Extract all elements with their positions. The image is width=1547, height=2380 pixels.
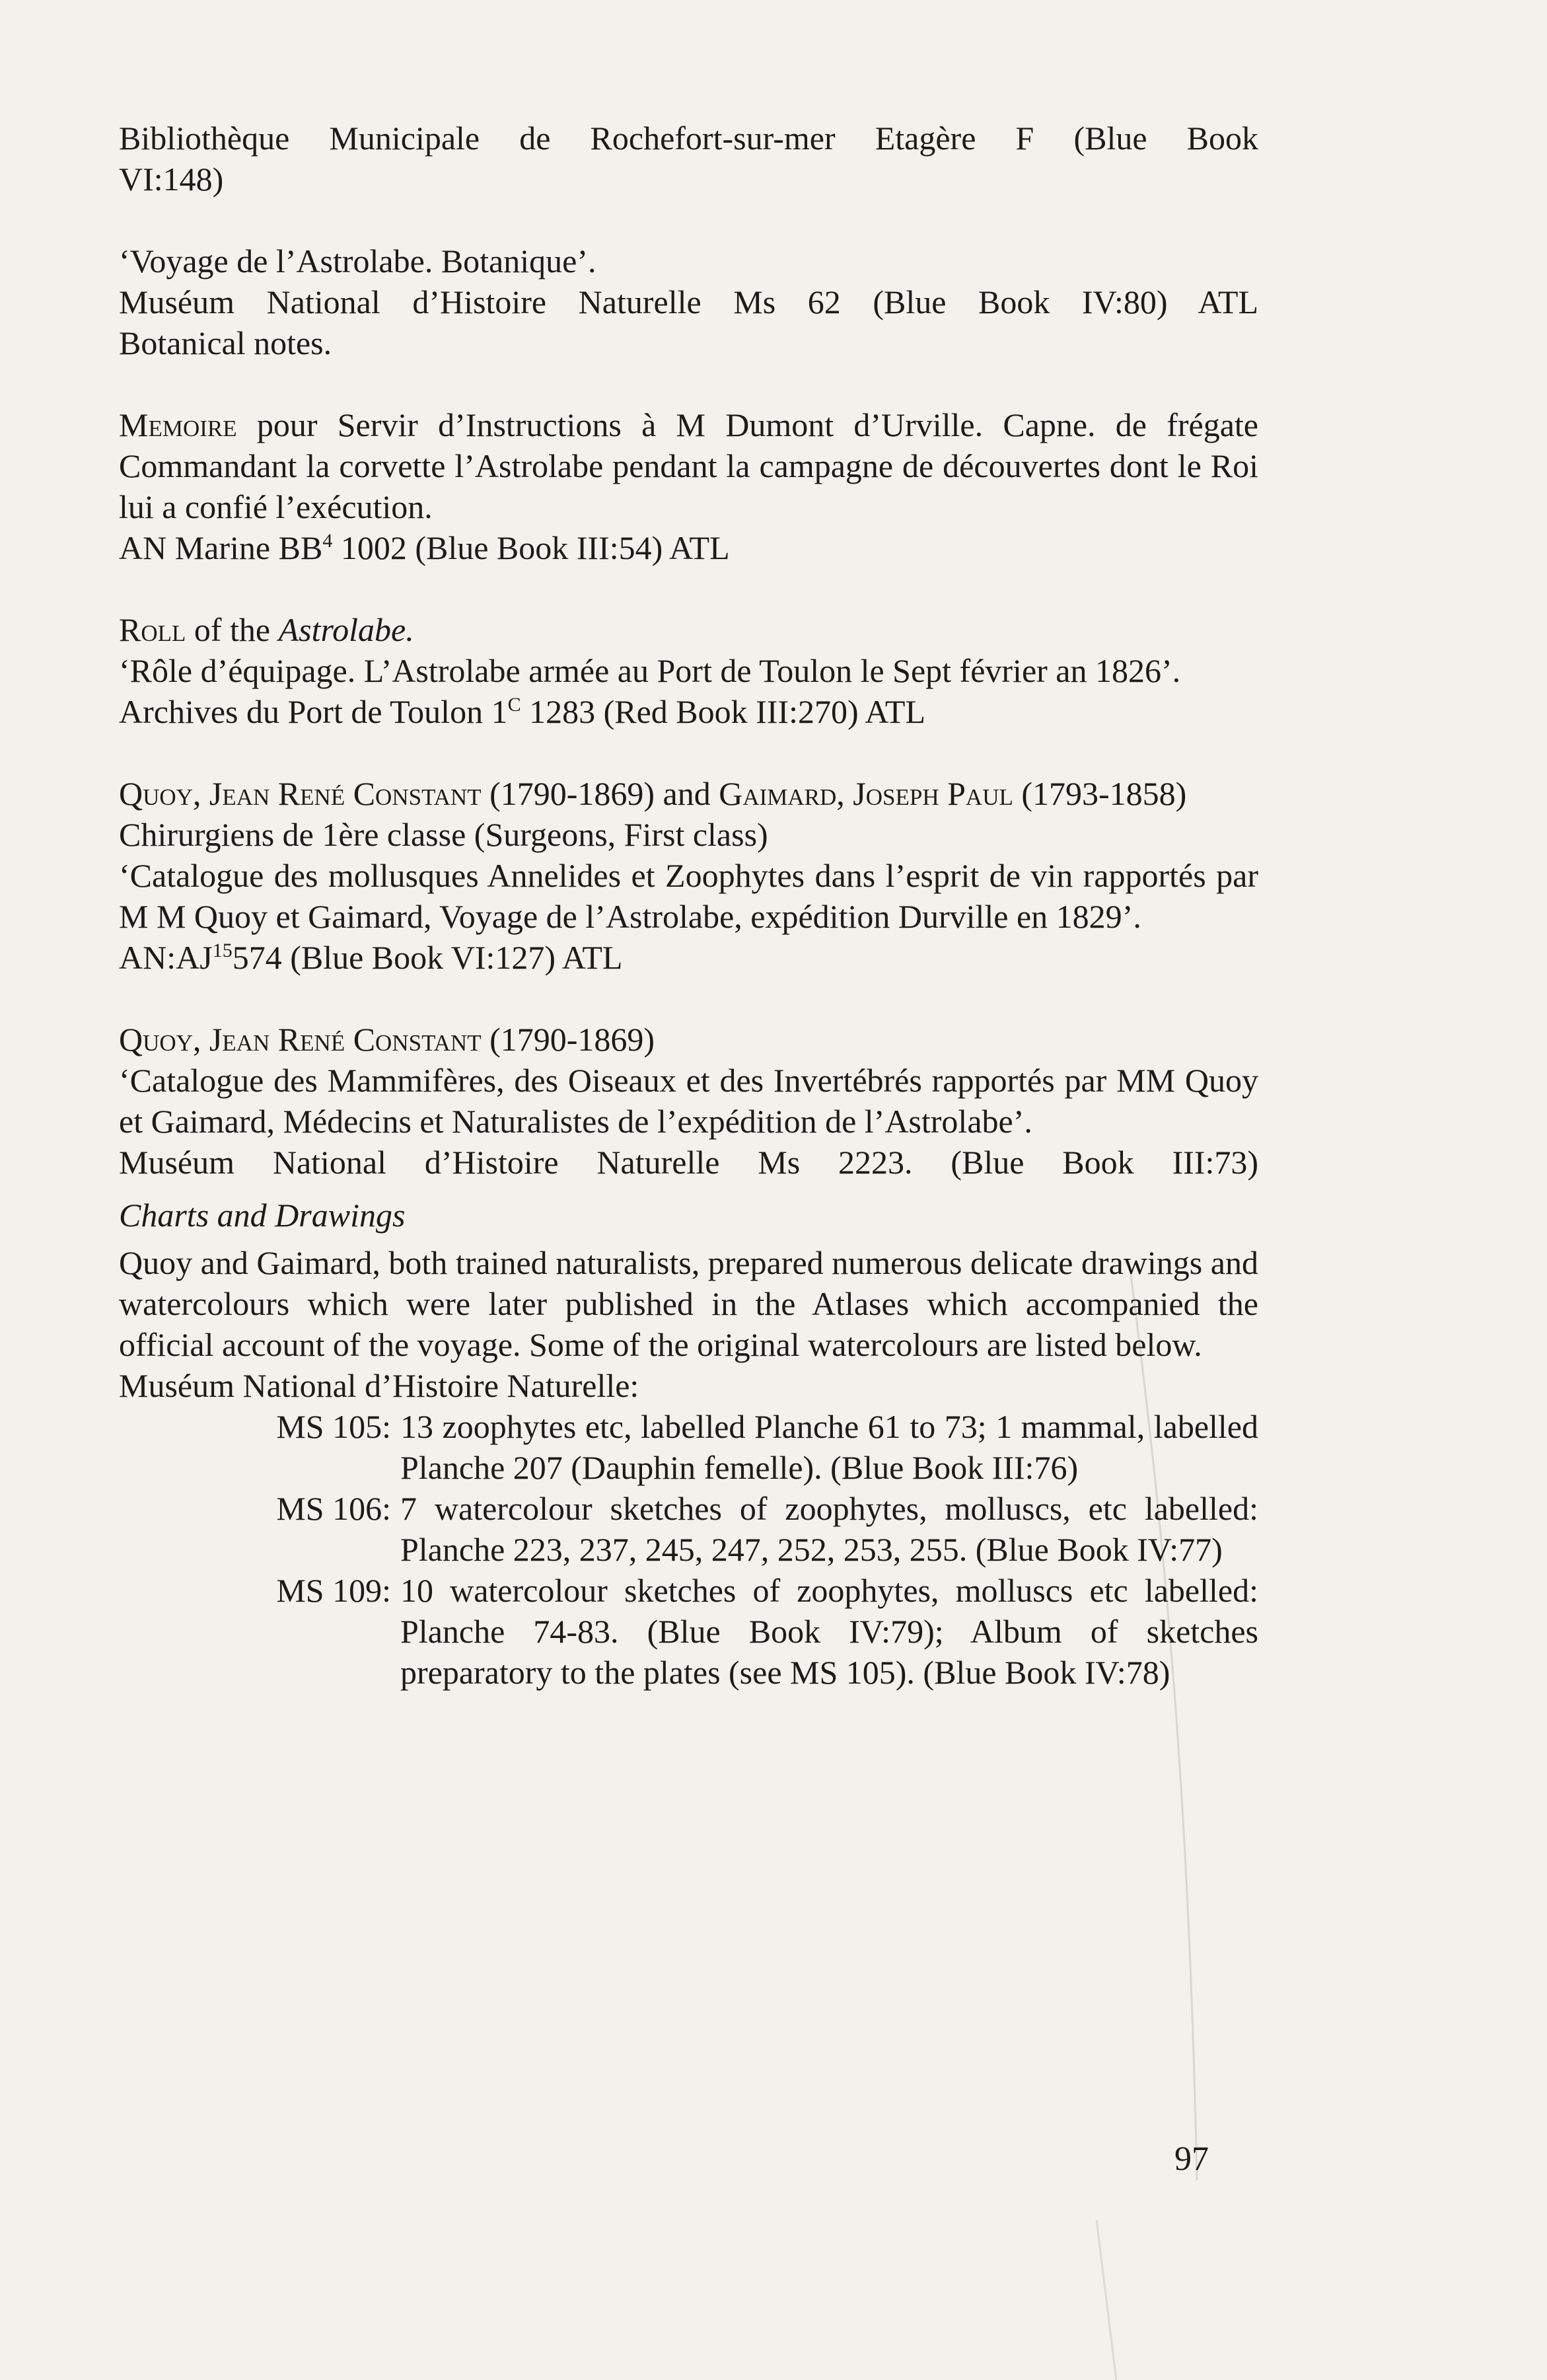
entry-quoy-gaimard	[119, 773, 1258, 978]
document-page	[119, 118, 1258, 1693]
entry-source	[119, 691, 1258, 732]
list-item	[119, 1488, 1258, 1570]
section-paragraph: Quoy and Gaimard, both trained naturalists, prepared numerous delicate drawings and watercolours which were later published in the Atlases which accompanied the official account of the voyage. Some of the original watercolours are listed below.	[119, 1244, 1258, 1363]
entry-caps: Roll	[119, 611, 186, 648]
source-suffix: 1283 (Red Book III:270) ATL	[521, 693, 926, 730]
entry-caps: Memoire	[119, 406, 237, 443]
entry-roll	[119, 609, 1258, 732]
manuscript-list	[119, 1406, 1258, 1693]
source-suffix: 574 (Blue Book VI:127) ATL	[232, 939, 623, 976]
source-superscript: 15	[212, 940, 233, 961]
source-superscript: 4	[322, 530, 333, 552]
entry-heading	[119, 609, 1258, 650]
ms-code: MS 105:	[276, 1408, 391, 1445]
source-superscript: C	[507, 694, 521, 716]
entry-heading	[119, 773, 1258, 814]
entry-text: ‘Catalogue des mollusques Annelides et Zoophytes dans l’esprit de vin rapportés par M M Quoy et Gaimard, Voyage de l’Astrolabe, expédition Durville en 1829’.	[119, 857, 1258, 935]
source-suffix: 1002 (Blue Book III:54) ATL	[332, 529, 730, 566]
entry-text: ‘Catalogue des Mammifères, des Oiseaux et des Invertébrés rapportés par MM Quoy et Gaimard, Médecins et Naturalistes de l’expédition de l’Astrolabe’.	[119, 1062, 1258, 1140]
entry-of: of the	[186, 611, 279, 648]
ship-name: Astrolabe.	[278, 611, 414, 648]
list-item	[119, 1570, 1258, 1693]
author-dates: (1793-1858)	[1013, 775, 1187, 812]
entry-note: Botanical notes.	[119, 324, 332, 361]
author-dates: (1790-1869) and	[481, 775, 719, 812]
source-prefix: Archives du Port de Toulon 1	[119, 693, 508, 730]
entry-botanique	[119, 241, 1258, 363]
entry-source: Muséum National d’Histoire Naturelle Ms 2223. (Blue Book III:73)	[119, 1144, 1258, 1181]
ms-description: 7 watercolour sketches of zoophytes, molluscs, etc labelled: Planche 223, 237, 245, 247, 252, 253, 255. (Blue Book IV:77)	[400, 1490, 1258, 1568]
entry-text: ‘Rôle d’équipage. L’Astrolabe armée au Port de Toulon le Sept février an 1826’.	[119, 652, 1181, 689]
source-prefix: AN Marine BB	[119, 529, 323, 566]
author-name: Quoy, Jean René Constant	[119, 1021, 482, 1058]
page-number: 97	[1174, 2140, 1209, 2178]
ms-description: 13 zoophytes etc, labelled Planche 61 to 73; 1 mammal, labelled Planche 207 (Dauphin femelle). (Blue Book III:76)	[400, 1408, 1258, 1486]
entry-role: Chirurgiens de 1ère classe (Surgeons, First class)	[119, 816, 768, 853]
entry-line: VI:148)	[119, 161, 224, 198]
entry-title: ‘Voyage de l’Astrolabe. Botanique’.	[119, 242, 596, 279]
section-heading: Charts and Drawings	[119, 1197, 406, 1234]
entry-text	[119, 404, 1258, 527]
entry-source: Muséum National d’Histoire Naturelle Ms 62 (Blue Book IV:80) ATL	[119, 283, 1258, 320]
entry-body: pour Servir d’Instructions à M Dumont d’Urville. Capne. de frégate Commandant la corvette l’Astrolabe pendant la campagne de découvertes dont le Roi lui a confié l’exécution.	[119, 406, 1258, 525]
author-dates: (1790-1869)	[481, 1021, 655, 1058]
entry-rochefort	[119, 118, 1258, 200]
entry-quoy	[119, 1019, 1258, 1183]
entry-source	[119, 937, 1258, 978]
list-item	[119, 1406, 1258, 1488]
ms-code: MS 109:	[276, 1572, 391, 1609]
entry-source	[119, 527, 1258, 568]
ms-code: MS 106:	[276, 1490, 391, 1527]
entry-memoire	[119, 404, 1258, 568]
source-prefix: AN:AJ	[119, 939, 213, 976]
author-name: Quoy, Jean René Constant	[119, 775, 482, 812]
entry-heading	[119, 1019, 1258, 1060]
ms-description: 10 watercolour sketches of zoophytes, molluscs etc labelled: Planche 74-83. (Blue Book IV:79); Album of sketches preparatory to the plates (see MS 105). (Blue Book IV:78)	[400, 1572, 1258, 1691]
entry-line: Bibliothèque Municipale de Rochefort-sur-mer Etagère F (Blue Book	[119, 120, 1258, 157]
author-name: Gaimard, Joseph Paul	[719, 775, 1013, 812]
museum-label: Muséum National d’Histoire Naturelle:	[119, 1367, 639, 1404]
